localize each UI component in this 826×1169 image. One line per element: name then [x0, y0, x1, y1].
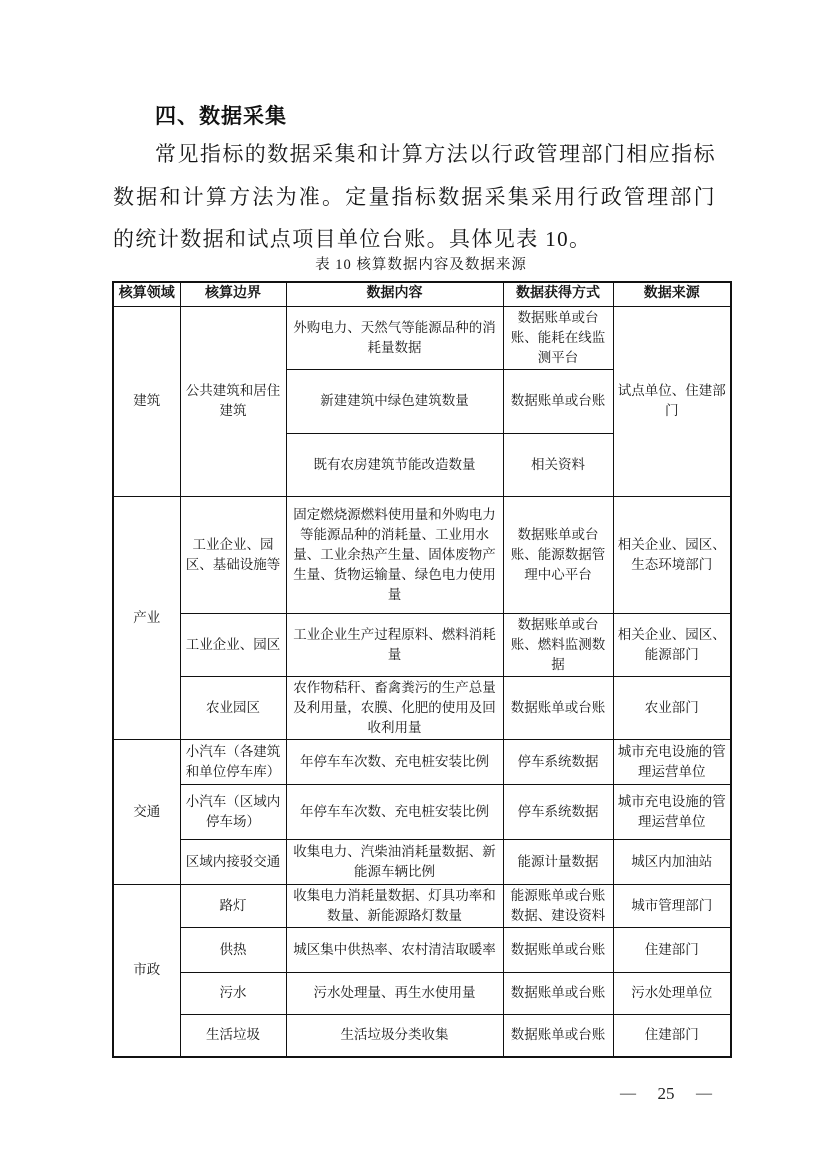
cell-content: 新建建筑中绿色建筑数量 [286, 369, 503, 433]
body-paragraph: 常见指标的数据采集和计算方法以行政管理部门相应指标数据和计算方法为准。定量指标数据采集采用行政管理部门的统计数据和试点项目单位台账。具体见表 10。 [113, 142, 716, 251]
cell-domain-municipal: 市政 [113, 884, 180, 1057]
cell-source: 住建部门 [613, 927, 731, 972]
cell-method: 数据账单或台账 [503, 972, 613, 1014]
cell-source: 相关企业、园区、生态环境部门 [613, 496, 731, 613]
cell-boundary: 小汽车（各建筑和单位停车库） [180, 739, 286, 784]
cell-method: 能源计量数据 [503, 839, 613, 884]
page-number-dash-left: — [620, 1085, 636, 1102]
header-source: 数据来源 [613, 282, 731, 306]
cell-source: 农业部门 [613, 676, 731, 739]
cell-source: 住建部门 [613, 1014, 731, 1057]
cell-domain-transport: 交通 [113, 739, 180, 884]
cell-boundary-building: 公共建筑和居住建筑 [180, 306, 286, 496]
cell-content: 污水处理量、再生水使用量 [286, 972, 503, 1014]
cell-method: 数据账单或台账 [503, 369, 613, 433]
table-caption: 表 10 核算数据内容及数据来源 [315, 257, 527, 273]
cell-boundary: 区域内接驳交通 [180, 839, 286, 884]
header-boundary: 核算边界 [180, 282, 286, 306]
cell-content: 年停车车次数、充电桩安装比例 [286, 784, 503, 839]
table-row [113, 1014, 731, 1057]
cell-method: 数据账单或台账、燃料监测数据 [503, 613, 613, 676]
table-row [113, 927, 731, 972]
cell-content: 固定燃烧源燃料使用量和外购电力等能源品种的消耗量、工业用水量、工业余热产生量、固体废物产生量、货物运输量、绿色电力使用量 [286, 496, 503, 613]
table-row [113, 972, 731, 1014]
cell-content: 生活垃圾分类收集 [286, 1014, 503, 1057]
table-row [113, 884, 731, 927]
cell-method: 数据账单或台账、能耗在线监测平台 [503, 306, 613, 369]
table-row [113, 839, 731, 884]
cell-content: 外购电力、天然气等能源品种的消耗量数据 [286, 306, 503, 369]
page-number-value: 25 [657, 1084, 675, 1103]
accounting-data-table [112, 281, 732, 1058]
cell-boundary: 工业企业、园区 [180, 613, 286, 676]
cell-source-building: 试点单位、住建部门 [613, 306, 731, 496]
page-number [620, 1084, 712, 1104]
cell-boundary: 工业企业、园区、基础设施等 [180, 496, 286, 613]
cell-content: 收集电力、汽柴油消耗量数据、新能源车辆比例 [286, 839, 503, 884]
header-domain: 核算领域 [113, 282, 180, 306]
cell-boundary: 生活垃圾 [180, 1014, 286, 1057]
cell-method: 数据账单或台账、能源数据管理中心平台 [503, 496, 613, 613]
page-number-dash-right: — [696, 1085, 712, 1102]
cell-content: 城区集中供热率、农村清洁取暖率 [286, 927, 503, 972]
cell-method: 停车系统数据 [503, 784, 613, 839]
cell-content: 农作物秸秆、畜禽粪污的生产总量及利用量，农膜、化肥的使用及回收利用量 [286, 676, 503, 739]
cell-method: 数据账单或台账 [503, 1014, 613, 1057]
cell-domain-building: 建筑 [113, 306, 180, 496]
header-method: 数据获得方式 [503, 282, 613, 306]
cell-source: 城市管理部门 [613, 884, 731, 927]
cell-content: 工业企业生产过程原料、燃料消耗量 [286, 613, 503, 676]
section-heading: 四、数据采集 [155, 105, 287, 128]
cell-method: 数据账单或台账 [503, 676, 613, 739]
table-row [113, 613, 731, 676]
cell-boundary: 小汽车（区域内停车场） [180, 784, 286, 839]
cell-source: 城市充电设施的管理运营单位 [613, 784, 731, 839]
cell-method: 数据账单或台账 [503, 927, 613, 972]
header-row [113, 282, 731, 306]
cell-content: 年停车车次数、充电桩安装比例 [286, 739, 503, 784]
cell-content: 既有农房建筑节能改造数量 [286, 433, 503, 496]
table-row [113, 739, 731, 784]
cell-source: 污水处理单位 [613, 972, 731, 1014]
cell-source: 城市充电设施的管理运营单位 [613, 739, 731, 784]
cell-boundary: 路灯 [180, 884, 286, 927]
table-row [113, 676, 731, 739]
table-row [113, 784, 731, 839]
table-row [113, 496, 731, 613]
cell-domain-industry: 产业 [113, 496, 180, 739]
header-content: 数据内容 [286, 282, 503, 306]
cell-source: 相关企业、园区、能源部门 [613, 613, 731, 676]
cell-method: 相关资料 [503, 433, 613, 496]
table-row [113, 306, 731, 369]
cell-method: 停车系统数据 [503, 739, 613, 784]
cell-boundary: 供热 [180, 927, 286, 972]
cell-boundary: 农业园区 [180, 676, 286, 739]
cell-boundary: 污水 [180, 972, 286, 1014]
cell-content: 收集电力消耗量数据、灯具功率和数量、新能源路灯数量 [286, 884, 503, 927]
cell-source: 城区内加油站 [613, 839, 731, 884]
cell-method: 能源账单或台账数据、建设资料 [503, 884, 613, 927]
